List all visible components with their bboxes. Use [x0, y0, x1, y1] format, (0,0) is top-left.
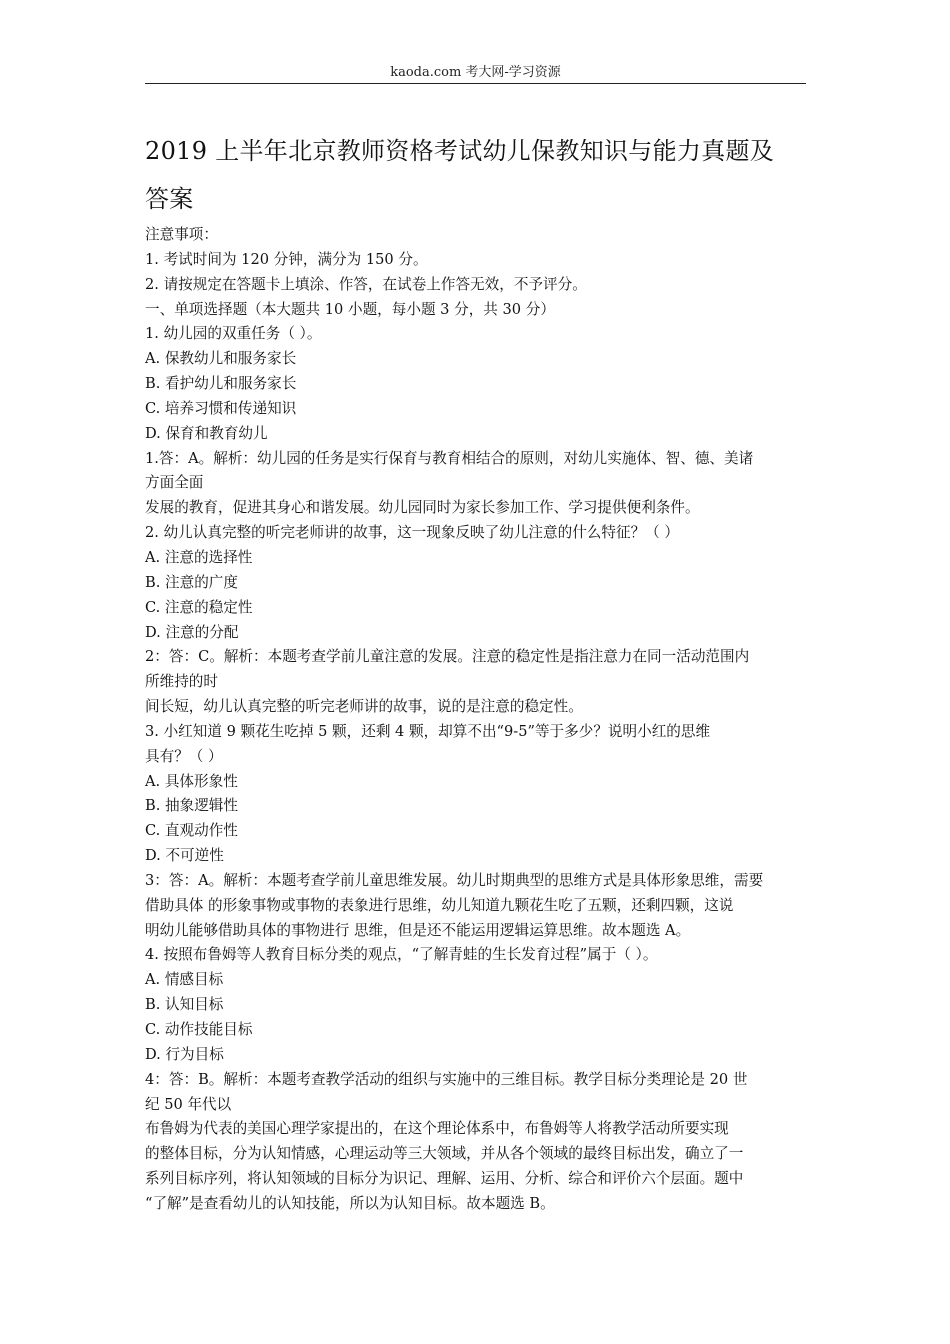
option-text: D. 行为目标	[145, 1045, 224, 1063]
answer-text: 3：答：A。解析：本题考查学前儿童思维发展。幼儿时期典型的思维方式是具体形象思维，需要	[145, 871, 764, 889]
option-text: A. 具体形象性	[145, 772, 238, 790]
question-text: 2. 幼儿认真完整的听完老师讲的故事，这一现象反映了幼儿注意的什么特征？（ ）	[145, 524, 679, 542]
option-text: C. 培养习惯和传递知识	[145, 399, 297, 417]
option-text: D. 保育和教育幼儿	[145, 424, 268, 442]
option-text: D. 注意的分配	[145, 623, 239, 641]
option-text: A. 保教幼儿和服务家长	[145, 350, 297, 368]
answer-text: 方面全面	[145, 474, 204, 492]
answer-text: 1.答：A。解析：幼儿园的任务是实行保育与教育相结合的原则，对幼儿实施体、智、德、美诸	[145, 449, 754, 467]
document-title	[145, 127, 806, 223]
text-line: 1. 考试时间为 120 分钟，满分为 150 分。	[145, 250, 428, 268]
document-body	[145, 223, 808, 1217]
option-text: C. 动作技能目标	[145, 1021, 253, 1038]
answer-text: 布鲁姆为代表的美国心理学家提出的，在这个理论体系中，布鲁姆等人将教学活动所要实现	[145, 1120, 729, 1138]
answer-text: 4：答：B。解析：本题考查教学活动的组织与实施中的三维目标。教学目标分类理论是 20 世	[145, 1070, 748, 1088]
option-text: B. 看护幼儿和服务家长	[145, 375, 297, 393]
answer-text: 系列目标序列，将认知领域的目标分为识记、理解、运用、分析、综合和评价六个层面。题中	[145, 1170, 744, 1188]
option-text: B. 注意的广度	[145, 573, 238, 591]
option-text: A. 情感目标	[145, 971, 224, 989]
question-text: 1. 幼儿园的双重任务（ ）。	[145, 325, 322, 343]
question-text: 具有？（ ）	[145, 747, 223, 765]
answer-text: 发展的教育，促进其身心和谐发展。幼儿园同时为家长参加工作、学习提供便利条件。	[145, 499, 700, 517]
header-divider	[145, 83, 806, 84]
text-line: 注意事项：	[145, 226, 218, 243]
option-text: D. 不可逆性	[145, 847, 224, 865]
answer-text: 纪 50 年代以	[145, 1095, 232, 1113]
text-line: 一、单项选择题（本大题共 10 小题，每小题 3 分，共 30 分）	[145, 300, 555, 318]
option-text: B. 抽象逻辑性	[145, 797, 238, 815]
text-line: 2. 请按规定在答题卡上填涂、作答，在试卷上作答无效，不予评分。	[145, 275, 587, 293]
title-line-1: 2019 上半年北京教师资格考试幼儿保教知识与能力真题及	[145, 137, 775, 165]
option-text: C. 直观动作性	[145, 822, 238, 840]
answer-text: “了解”是查看幼儿的认知技能，所以为认知目标。故本题选 B。	[145, 1194, 555, 1212]
answer-text: 明幼儿能够借助具体的事物进行 思维，但是还不能运用逻辑运算思维。故本题选 A。	[145, 921, 691, 939]
option-text: C. 注意的稳定性	[145, 598, 253, 616]
page-header: kaoda.com 考大网-学习资源	[390, 65, 561, 80]
answer-text: 的整体目标，分为认知情感，心理运动等三大领域，并从各个领域的最终目标出发，确立了一	[145, 1145, 744, 1163]
answer-text: 所维持的时	[145, 673, 218, 691]
option-text: A. 注意的选择性	[145, 548, 253, 566]
answer-text: 借助具体 的形象事物或事物的表象进行思维，幼儿知道九颗花生吃了五颗，还剩四颗，这说	[145, 896, 734, 914]
question-text: 4. 按照布鲁姆等人教育目标分类的观点，“了解青蛙的生长发育过程”属于（ ）。	[145, 946, 658, 964]
question-text: 3. 小红知道 9 颗花生吃掉 5 颗，还剩 4 颗，却算不出“9-5”等于多少？说明小红的思维	[145, 722, 711, 740]
answer-text: 间长短，幼儿认真完整的听完老师讲的故事，说的是注意的稳定性。	[145, 698, 583, 716]
option-text: B. 认知目标	[145, 996, 224, 1014]
title-line-2: 答案	[145, 185, 194, 213]
answer-text: 2：答：C。解析：本题考查学前儿童注意的发展。注意的稳定性是指注意力在同一活动范围内	[145, 648, 750, 666]
